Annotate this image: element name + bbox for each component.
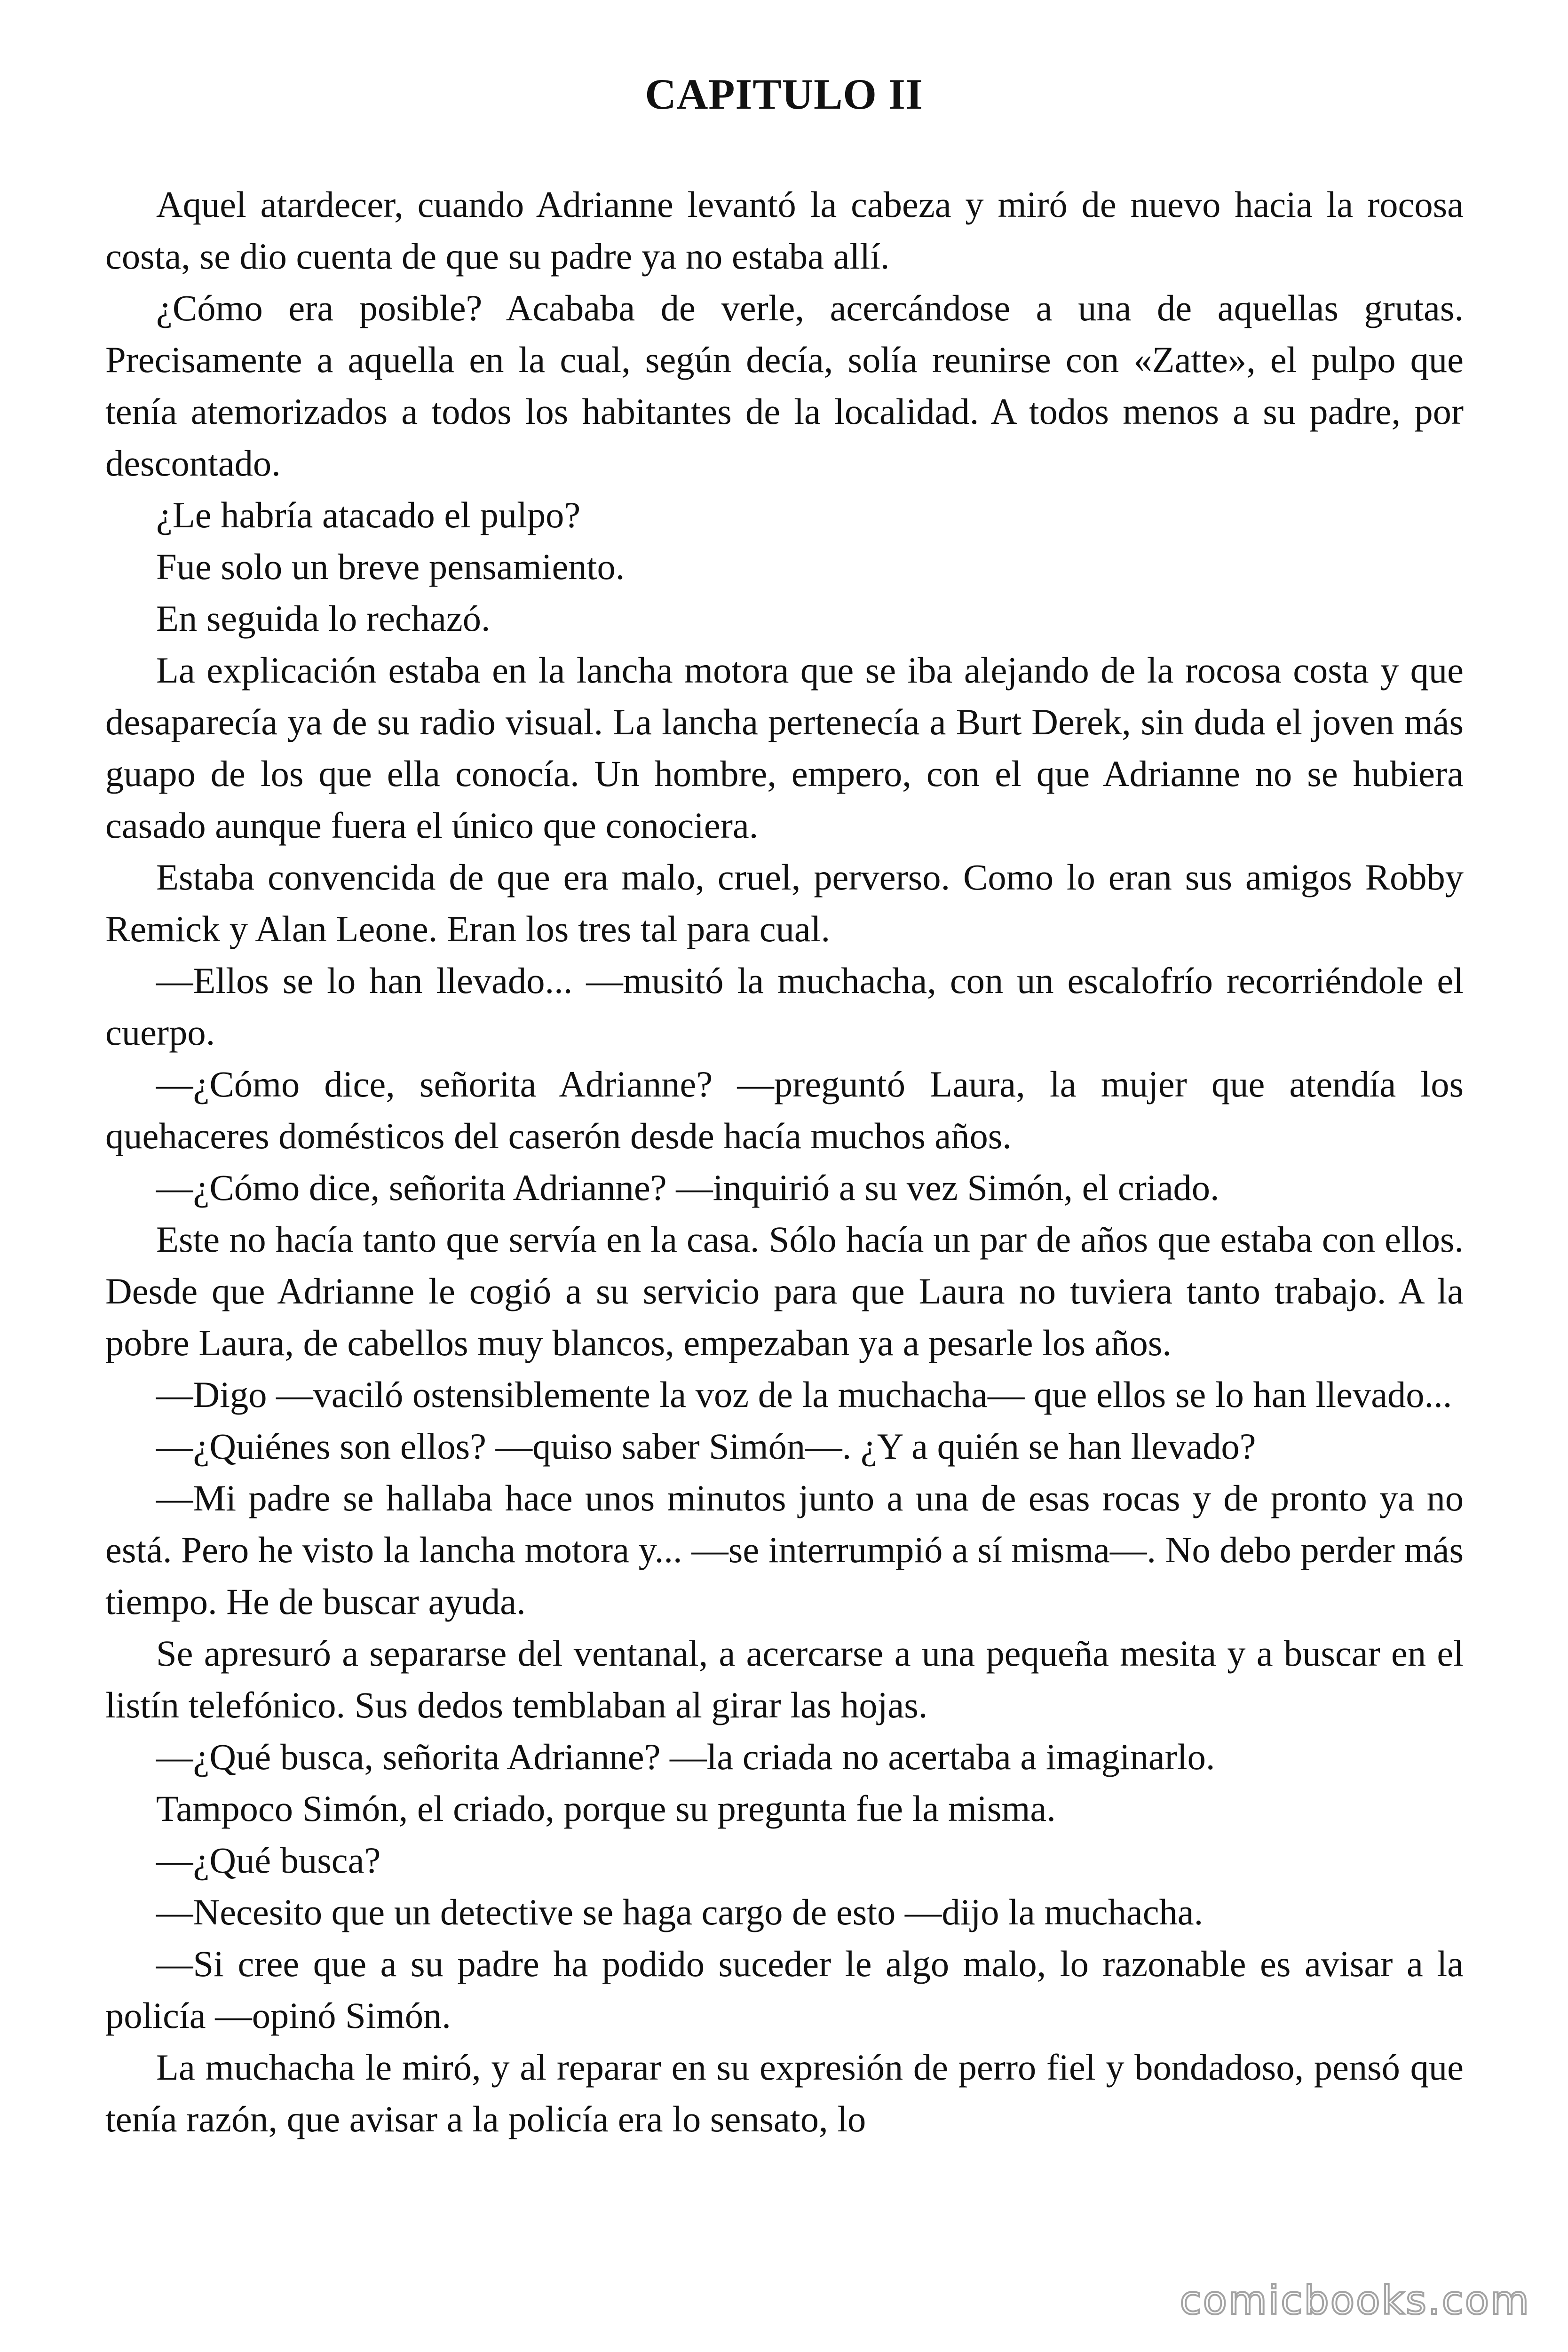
- paragraph: —¿Qué busca, señorita Adrianne? —la criada no acertaba a imaginarlo.: [156, 1736, 1215, 1777]
- chapter-title: CAPITULO II: [645, 70, 923, 118]
- paragraph: —Ellos se lo han llevado... —musitó la muchacha, con un escalofrío recorriéndole el cuerpo.: [105, 960, 1464, 1053]
- paragraph: Se apresuró a separarse del ventanal, a acercarse a una pequeña mesita y a buscar en el listín telefónico. Sus dedos temblaban al girar las hojas.: [105, 1633, 1464, 1725]
- paragraph: —Digo —vaciló ostensiblemente la voz de la muchacha— que ellos se lo han llevado...: [156, 1374, 1452, 1415]
- paragraph: —Mi padre se hallaba hace unos minutos junto a una de esas rocas y de pronto ya no está. Pero he visto la lancha motora y... —se interrumpió a sí misma—. No debo perder más tiempo. He de buscar ayuda.: [105, 1478, 1464, 1622]
- paragraph: Estaba convencida de que era malo, cruel, perverso. Como lo eran sus amigos Robby Remick y Alan Leone. Eran los tres tal para cual.: [105, 857, 1464, 949]
- paragraph: —¿Qué busca?: [156, 1840, 381, 1881]
- paragraph: La muchacha le miró, y al reparar en su expresión de perro fiel y bondadoso, pensó que tenía razón, que avisar a la policía era lo sensato, lo: [105, 2047, 1464, 2139]
- paragraph: —¿Cómo dice, señorita Adrianne? —preguntó Laura, la mujer que atendía los quehaceres domésticos del caserón desde hacía muchos años.: [105, 1064, 1464, 1156]
- paragraph: ¿Cómo era posible? Acababa de verle, acercándose a una de aquellas grutas. Precisamente a aquella en la cual, según decía, solía reunirse con «Zatte», el pulpo que tenía atemorizados a todos los habitantes de la localidad. A todos menos a su padre, por descontado.: [105, 287, 1464, 484]
- paragraph: —Si cree que a su padre ha podido suceder le algo malo, lo razonable es avisar a la policía —opinó Simón.: [105, 1943, 1464, 2036]
- paragraph: Tampoco Simón, el criado, porque su pregunta fue la misma.: [156, 1788, 1056, 1829]
- paragraph: La explicación estaba en la lancha motora que se iba alejando de la rocosa costa y que desaparecía ya de su radio visual. La lancha pertenecía a Burt Derek, sin duda el joven más guapo de los que ella conocía. Un hombre, empero, con el que Adrianne no se hubiera casado aunque fuera el único que conociera.: [105, 650, 1464, 846]
- body-text: [105, 179, 1464, 2145]
- paragraph: —Necesito que un detective se haga cargo de esto —dijo la muchacha.: [156, 1891, 1204, 1932]
- paragraph: En seguida lo rechazó.: [156, 598, 491, 639]
- paragraph: —¿Cómo dice, señorita Adrianne? —inquirió a su vez Simón, el criado.: [156, 1167, 1220, 1208]
- paragraph: ¿Le habría atacado el pulpo?: [156, 494, 581, 535]
- paragraph: —¿Quiénes son ellos? —quiso saber Simón—. ¿Y a quién se han llevado?: [156, 1426, 1256, 1467]
- paragraph: Este no hacía tanto que servía en la casa. Sólo hacía un par de años que estaba con ellos. Desde que Adrianne le cogió a su servicio para que Laura no tuviera tanto trabajo. A la pobre Laura, de cabellos muy blancos, empezaban ya a pesarle los años.: [105, 1219, 1464, 1363]
- watermark: comicbooks.com: [1180, 2277, 1530, 2323]
- paragraph: Aquel atardecer, cuando Adrianne levantó la cabeza y miró de nuevo hacia la rocosa costa, se dio cuenta de que su padre ya no estaba allí.: [105, 184, 1464, 277]
- paragraph: Fue solo un breve pensamiento.: [156, 546, 625, 587]
